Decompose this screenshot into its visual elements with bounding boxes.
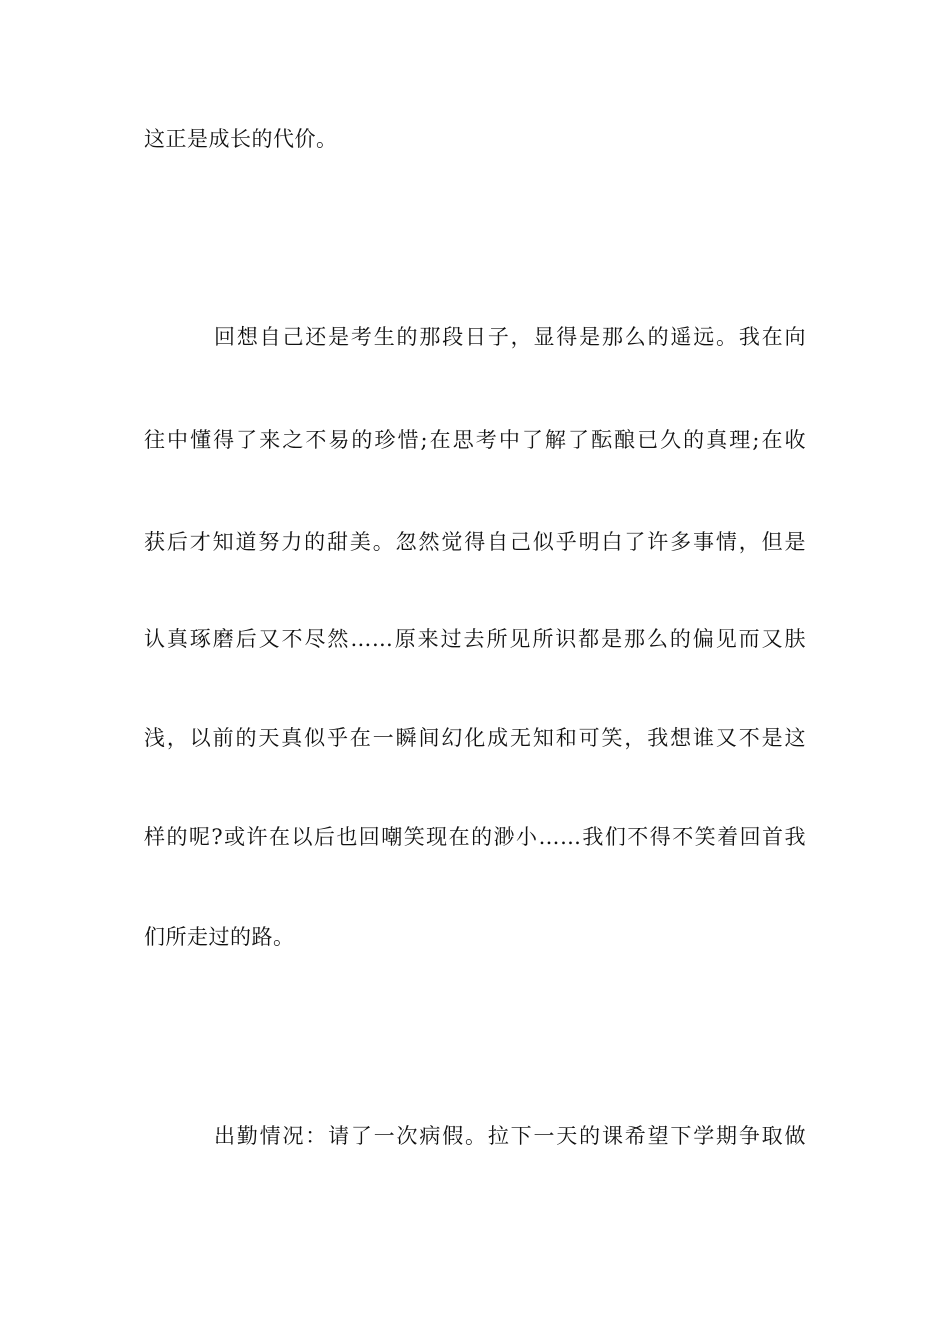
paragraph-2-line-1: 回想自己还是考生的那段日子，显得是那么的遥远。我在向	[214, 325, 806, 349]
paragraph-2-line-3: 获后才知道努力的甜美。忽然觉得自己似乎明白了许多事情，但是	[144, 530, 806, 554]
paragraph-2-line-4: 认真琢磨后又不尽然……原来过去所见所识都是那么的偏见而又肤	[144, 627, 806, 651]
paragraph-3-line-1: 出勤情况：请了一次病假。拉下一天的课希望下学期争取做	[214, 1124, 806, 1148]
paragraph-1-line-1: 这正是成长的代价。	[144, 127, 338, 151]
paragraph-2-line-6: 样的呢?或许在以后也回嘲笑现在的渺小……我们不得不笑着回首我	[144, 825, 806, 849]
paragraph-2-line-7: 们所走过的路。	[144, 925, 295, 949]
paragraph-2-line-5: 浅，以前的天真似乎在一瞬间幻化成无知和可笑，我想谁又不是这	[144, 726, 806, 750]
paragraph-2-line-2: 往中懂得了来之不易的珍惜;在思考中了解了酝酿已久的真理;在收	[144, 428, 806, 452]
